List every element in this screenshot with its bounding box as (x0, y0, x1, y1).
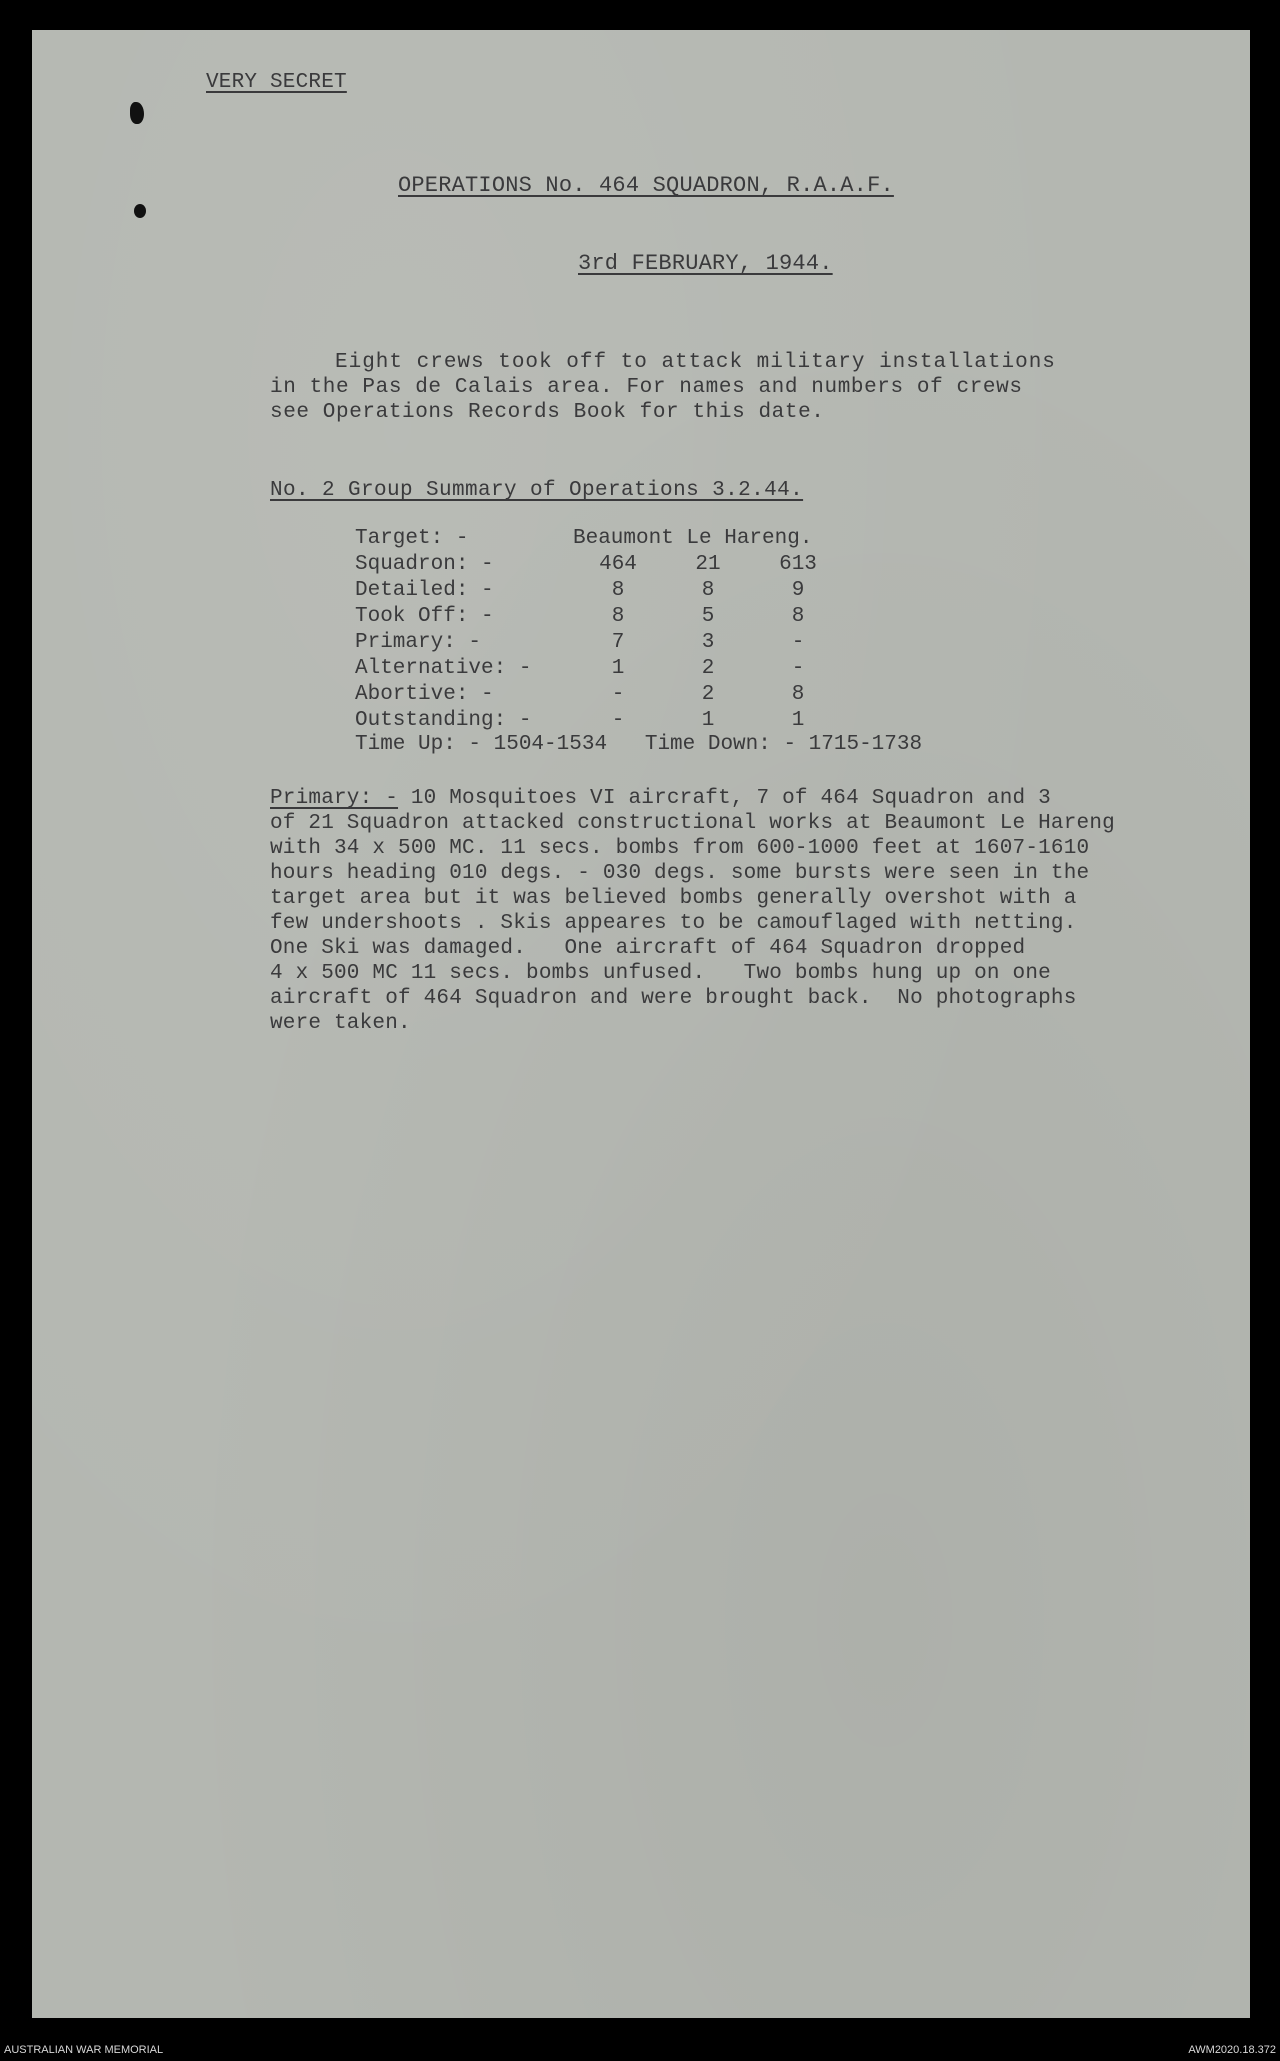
footer-credit: AUSTRALIAN WAR MEMORIAL (4, 2044, 164, 2056)
target-value: Beaumont Le Hareng. (573, 526, 813, 550)
summary-heading: No. 2 Group Summary of Operations 3.2.44. (270, 479, 804, 502)
summary-row (355, 707, 843, 733)
value-613: - (791, 656, 805, 680)
intro-line: in the Pas de Calais area. For names and numbers of crews (270, 376, 1023, 399)
document-title: OPERATIONS No. 464 SQUADRON, R.A.A.F. (398, 173, 894, 198)
row-label: Alternative: - (355, 656, 532, 680)
value-21: 8 (701, 578, 715, 602)
value-613: 8 (791, 682, 805, 706)
primary-line: One Ski was damaged. One aircraft of 464 Squadron dropped (270, 937, 1026, 960)
value-464: 1 (611, 656, 625, 680)
primary-line: with 34 x 500 MC. 11 secs. bombs from 600-1000 feet at 1607-1610 (270, 837, 1090, 860)
primary-line: hours heading 010 degs. - 030 degs. some bursts were seen in the (270, 862, 1090, 885)
value-464: 8 (611, 578, 625, 602)
primary-line: few undershoots . Skis appeares to be camouflaged with netting. (270, 912, 1077, 935)
operations-summary-table (355, 525, 843, 733)
row-label: Detailed: - (355, 578, 494, 602)
summary-row (355, 681, 843, 707)
value-613: 8 (791, 604, 805, 628)
row-label: Took Off: - (355, 604, 494, 628)
classification-stamp: VERY SECRET (206, 71, 347, 94)
value-464: - (611, 708, 625, 732)
row-label: Outstanding: - (355, 708, 532, 732)
summary-row (355, 603, 843, 629)
value-21: 21 (695, 552, 721, 576)
value-21: 5 (701, 604, 715, 628)
row-label: Squadron: - (355, 552, 494, 576)
summary-target-row (355, 525, 843, 551)
primary-line: of 21 Squadron attacked constructional works at Beaumont Le Hareng (270, 812, 1115, 835)
summary-row (355, 629, 843, 655)
row-label: Abortive: - (355, 682, 494, 706)
value-21: 1 (701, 708, 715, 732)
target-label: Target: - (355, 526, 469, 550)
primary-label: Primary: - (270, 787, 399, 810)
primary-line: 10 Mosquitoes VI aircraft, 7 of 464 Squadron and 3 (398, 787, 1051, 810)
value-613: 613 (779, 552, 817, 576)
summary-row (355, 577, 843, 603)
primary-line: 4 x 500 MC 11 secs. bombs unfused. Two bombs hung up on one (270, 962, 1051, 985)
time-up-down-line: Time Up: - 1504-1534 Time Down: - 1715-1738 (355, 733, 923, 756)
value-21: 2 (701, 656, 715, 680)
primary-first-line (270, 786, 1051, 811)
footer-accession-number: AWM2020.18.372 (1188, 2044, 1276, 2056)
primary-line: target area but it was believed bombs generally overshot with a (270, 887, 1077, 910)
value-464: - (611, 682, 625, 706)
document-page (32, 30, 1250, 2018)
document-date: 3rd FEBRUARY, 1944. (578, 251, 833, 276)
summary-row (355, 551, 843, 577)
summary-row (355, 655, 843, 681)
intro-line: see Operations Records Book for this date. (270, 401, 825, 424)
primary-line: aircraft of 464 Squadron and were brought back. No photographs (270, 987, 1077, 1010)
intro-line: Eight crews took off to attack military installations (335, 351, 1056, 374)
punch-hole-bottom (134, 204, 146, 218)
primary-line: were taken. (270, 1012, 411, 1035)
row-label: Primary: - (355, 630, 482, 654)
value-21: 3 (701, 630, 715, 654)
value-21: 2 (701, 682, 715, 706)
punch-hole-top (130, 102, 144, 124)
value-464: 8 (611, 604, 625, 628)
value-464: 464 (599, 552, 637, 576)
value-613: 9 (791, 578, 805, 602)
value-464: 7 (611, 630, 625, 654)
value-613: - (791, 630, 805, 654)
value-613: 1 (791, 708, 805, 732)
